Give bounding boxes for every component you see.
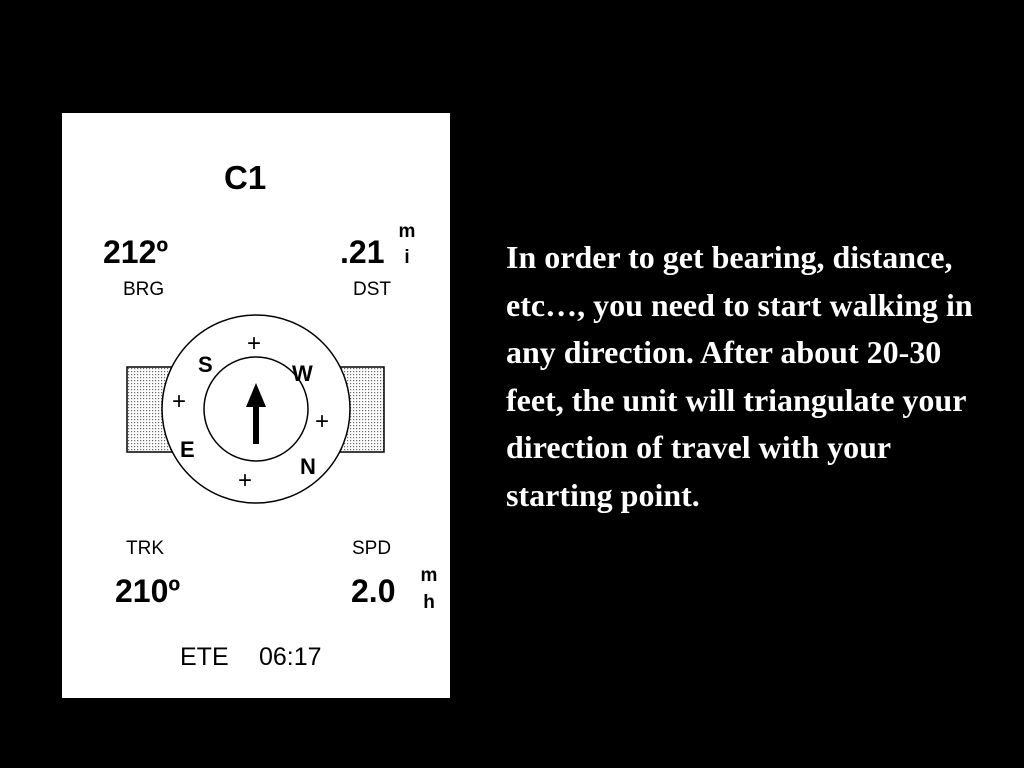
gps-screen [62,113,450,698]
distance-value: .21 [340,234,385,270]
compass-tick-bottom: + [238,467,253,494]
compass-tick-top: + [247,330,262,357]
compass-letter-s: S [198,352,213,377]
ete-label: ETE [180,643,229,671]
track-label: TRK [126,538,164,559]
compass-tick-right: + [315,408,330,435]
compass-tick-left: + [172,388,187,415]
compass-letter-n: N [300,454,316,479]
compass [62,113,450,513]
track-value: 210º [115,573,181,609]
speed-label: SPD [352,538,392,559]
distance-label: DST [353,279,391,300]
compass-letter-w: W [292,361,313,386]
bearing-value: 212º [103,234,169,270]
compass-letter-e: E [180,437,195,462]
ete-value: 06:17 [259,643,322,671]
speed-unit-bottom: h [423,592,435,613]
instruction-text: In order to get bearing, distance, etc…, you need to start walking in any direction. After about 20-30 feet, the unit will triangulate your direction of travel with your starting point. [506,239,973,513]
bearing-label: BRG [123,279,165,300]
speed-value: 2.0 [351,573,396,609]
distance-unit-bottom: i [404,247,410,268]
distance-unit-top: m [398,221,416,242]
waypoint-name: C1 [224,159,267,196]
speed-unit-top: m [420,565,438,586]
